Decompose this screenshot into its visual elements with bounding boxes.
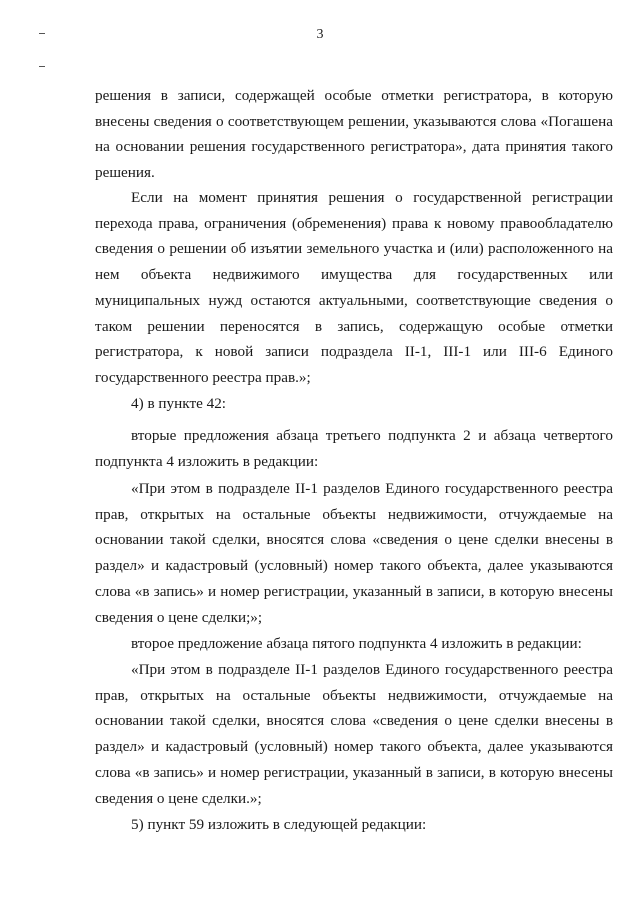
- paragraph-4: вторые предложения абзаца третьего подпункта 2 и абзаца четвертого подпункта 4 изложить в редакции:: [95, 427, 613, 470]
- paragraph-6: второе предложение абзаца пятого подпункта 4 изложить в редакции:: [131, 635, 582, 652]
- paragraph-5: «При этом в подразделе II-1 разделов Единого государственного реестра прав, открытых на остальные объекты недвижимости, отчуждаемые на основании такой сделки, вносятся слова «сведения о цене сделки внесены в раздел» и кадастровый (условный) номер такого объекта, далее указываются слова «в запись» и номер регистрации, указанный в записи, в которую внесены сведения о цене сделки;»;: [95, 480, 613, 626]
- paragraph-7: «При этом в подразделе II-1 разделов Единого государственного реестра прав, открытых на остальные объекты недвижимости, отчуждаемые на основании такой сделки, вносятся слова «сведения о цене сделки внесены в раздел» и кадастровый (условный) номер такого объекта, далее указываются слова «в запись» и номер регистрации, указанный в записи, в которую внесены сведения о цене сделки.»;: [95, 661, 613, 807]
- paragraph-2: Если на момент принятия решения о государственной регистрации перехода права, ограничения (обременения) права к новому правообладателю сведения о решении об изъятии земельного участка и (или) расположенного на нем объекта недвижимого имущества для государственных или муниципальных нужд остаются актуальными, соответствующие сведения о таком решении переносятся в запись, содержащую особые отметки регистратора, к новой записи подраздела II-1, III-1 или III-6 Единого государственного реестра прав.»;: [95, 189, 613, 386]
- page-number: 3: [316, 27, 324, 42]
- margin-mark-bottom: [39, 66, 45, 67]
- paragraph-8: 5) пункт 59 изложить в следующей редакции:: [131, 816, 427, 833]
- paragraph-1: решения в записи, содержащей особые отметки регистратора, в которую внесены сведения о соответствующем решении, указываются слова «Погашена на основании решения государственного регистратора», дата принятия такого решения.: [95, 87, 613, 182]
- paragraph-3: 4) в пункте 42:: [131, 395, 227, 412]
